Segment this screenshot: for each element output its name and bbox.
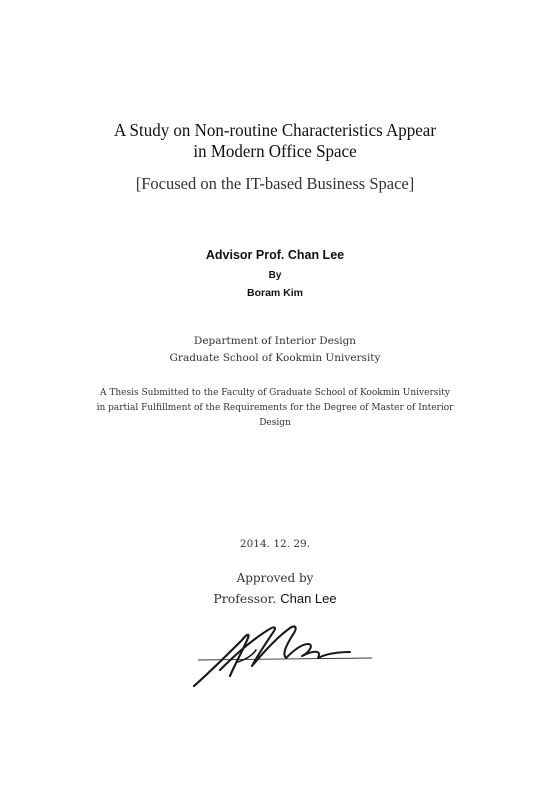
professor-name: Chan Lee (280, 591, 337, 606)
school-name: Graduate School of Kookmin University (169, 352, 381, 364)
approved-by-label: Approved by (236, 571, 314, 585)
thesis-title (8, 120, 542, 162)
title-line-1: A Study on Non-routine Characteristics Appear (113, 120, 436, 140)
advisor-line: Advisor Prof. Chan Lee (205, 248, 345, 262)
approving-professor (0, 591, 550, 606)
submission-statement (85, 386, 465, 431)
title-line-2: in Modern Office Space (193, 141, 357, 161)
statement-line-2: in partial Fulfillment of the Requirements for the Degree of Master of Interior (96, 403, 454, 413)
signature-image (190, 620, 375, 692)
department-block (0, 333, 550, 367)
author-name: Boram Kim (246, 287, 303, 299)
professor-prefix: Professor. (213, 591, 277, 606)
statement-line-3: Design (259, 418, 291, 428)
by-label: By (268, 270, 282, 281)
thesis-subtitle: [Focused on the IT-based Business Space] (135, 174, 415, 193)
approval-date: 2014. 12. 29. (239, 538, 311, 550)
department-name: Department of Interior Design (193, 335, 357, 347)
statement-line-1: A Thesis Submitted to the Faculty of Graduate School of Kookmin University (100, 388, 450, 398)
